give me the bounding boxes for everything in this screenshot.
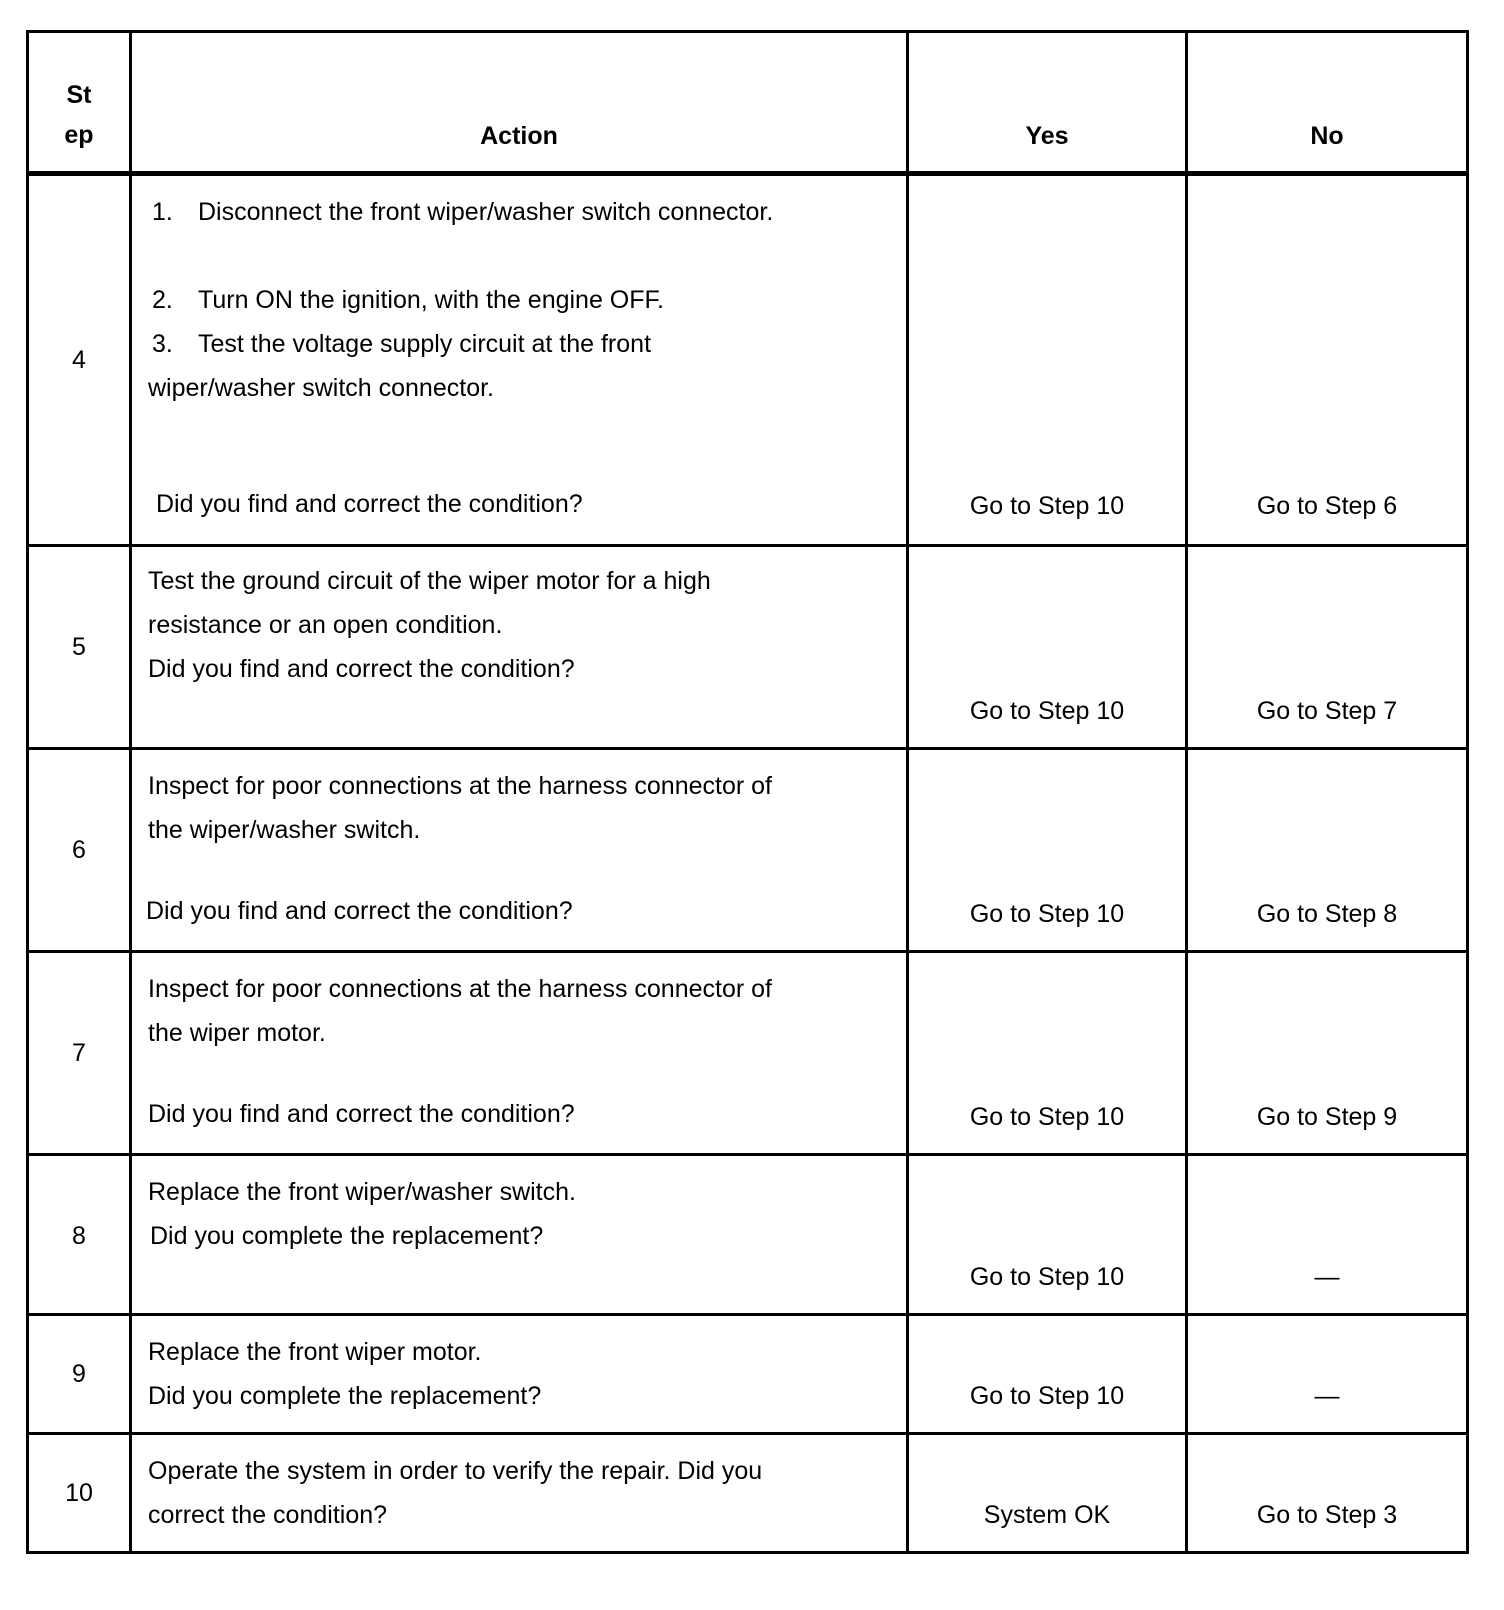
- step-number: 7: [28, 952, 131, 1155]
- step-number: 5: [28, 546, 131, 749]
- yes-cell: Go to Step 10: [908, 174, 1187, 546]
- diagnostic-table-document: [26, 30, 1466, 1554]
- action-cell: [131, 546, 908, 749]
- action-cell: [131, 1434, 908, 1553]
- header-step-line2: ep: [64, 121, 94, 149]
- action-line: Replace the front wiper/washer switch.: [148, 1178, 576, 1206]
- action-question: Did you complete the replacement?: [150, 1222, 544, 1250]
- action-question: Did you find and correct the condition?: [146, 897, 573, 925]
- action-cell: [131, 749, 908, 952]
- action-item-continuation: wiper/washer switch connector.: [148, 374, 494, 402]
- yes-cell: Go to Step 10: [908, 1155, 1187, 1315]
- yes-cell: Go to Step 10: [908, 1315, 1187, 1434]
- action-line: resistance or an open condition.: [148, 611, 503, 639]
- no-cell: Go to Step 8: [1187, 749, 1468, 952]
- action-cell: [131, 1155, 908, 1315]
- table-row: [28, 749, 1468, 952]
- action-item: 1. Disconnect the front wiper/washer switch connector.: [152, 198, 774, 226]
- yes-cell: System OK: [908, 1434, 1187, 1553]
- action-line: Inspect for poor connections at the harness connector of: [148, 772, 772, 800]
- no-cell: Go to Step 3: [1187, 1434, 1468, 1553]
- yes-cell: Go to Step 10: [908, 952, 1187, 1155]
- yes-cell: Go to Step 10: [908, 749, 1187, 952]
- no-cell: Go to Step 7: [1187, 546, 1468, 749]
- header-row: [28, 32, 1468, 174]
- no-cell: Go to Step 6: [1187, 174, 1468, 546]
- table-row: [28, 1315, 1468, 1434]
- action-cell: [131, 174, 908, 546]
- no-cell: —: [1187, 1315, 1468, 1434]
- action-item: 3. Test the voltage supply circuit at the front: [152, 330, 652, 358]
- action-item: 2. Turn ON the ignition, with the engine OFF.: [152, 286, 664, 314]
- header-step: [28, 32, 131, 174]
- table-row: [28, 1434, 1468, 1553]
- header-no: No: [1187, 32, 1468, 174]
- header-yes: Yes: [908, 32, 1187, 174]
- action-line: the wiper motor.: [148, 1019, 326, 1047]
- action-question: Did you find and correct the condition?: [156, 490, 583, 518]
- action-cell: [131, 1315, 908, 1434]
- yes-cell: Go to Step 10: [908, 546, 1187, 749]
- step-number: 10: [28, 1434, 131, 1553]
- action-question: Did you find and correct the condition?: [148, 655, 575, 683]
- diagnostic-table: [26, 30, 1469, 1554]
- action-cell: [131, 952, 908, 1155]
- step-number: 8: [28, 1155, 131, 1315]
- header-action: Action: [131, 32, 908, 174]
- action-question: Did you find and correct the condition?: [148, 1100, 575, 1128]
- no-cell: —: [1187, 1155, 1468, 1315]
- action-question: Did you complete the replacement?: [148, 1382, 542, 1410]
- table-row: [28, 174, 1468, 546]
- action-line: Test the ground circuit of the wiper motor for a high: [148, 567, 711, 595]
- action-line: Replace the front wiper motor.: [148, 1338, 482, 1366]
- step-number: 9: [28, 1315, 131, 1434]
- no-cell: Go to Step 9: [1187, 952, 1468, 1155]
- action-line: Inspect for poor connections at the harness connector of: [148, 975, 772, 1003]
- table-row: [28, 952, 1468, 1155]
- action-line: Operate the system in order to verify the repair. Did you: [148, 1457, 763, 1485]
- action-line: correct the condition?: [148, 1501, 388, 1529]
- table-row: [28, 1155, 1468, 1315]
- action-line: the wiper/washer switch.: [148, 816, 421, 844]
- step-number: 6: [28, 749, 131, 952]
- table-row: [28, 546, 1468, 749]
- step-number: 4: [28, 174, 131, 546]
- header-step-line1: St: [66, 81, 92, 109]
